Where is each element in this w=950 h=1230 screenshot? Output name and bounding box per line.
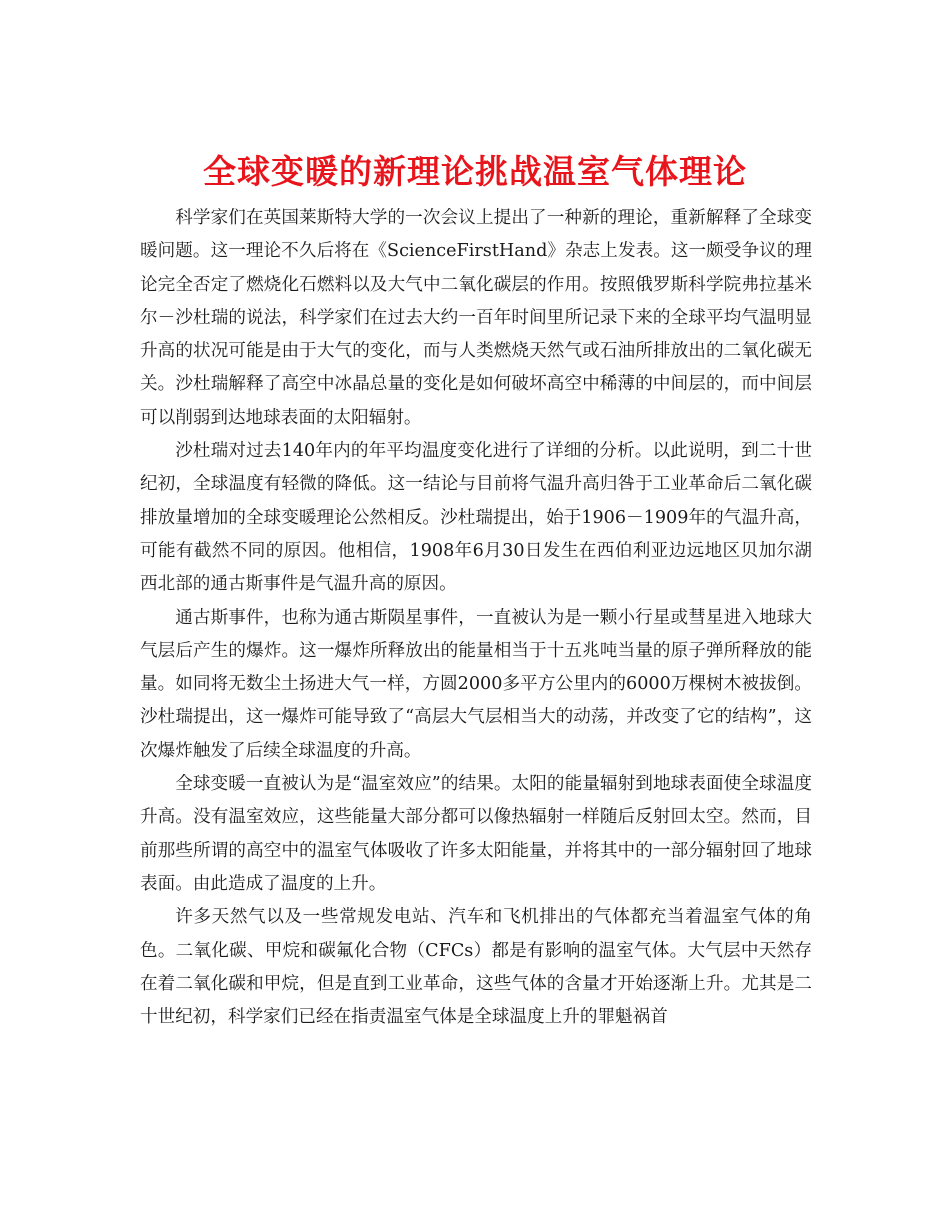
paragraph-2: 沙杜瑞对过去140年内的年平均温度变化进行了详细的分析。以此说明，到二十世纪初，全球温度有轻微的降低。这一结论与目前将气温升高归咎于工业革命后二氧化碳排放量增加的全球变暖理论公然相反。沙杜瑞提出，始于1906－1909年的气温升高，可能有截然不同的原因。他相信，1908年6月30日发生在西伯利亚边远地区贝加尔湖西北部的通古斯事件是气温升高的原因。 — [140, 441, 812, 595]
paragraph-3: 通古斯事件，也称为通古斯陨星事件，一直被认为是一颗小行星或彗星进入地球大气层后产生的爆炸。这一爆炸所释放出的能量相当于十五兆吨当量的原子弹所释放的能量。如同将无数尘土扬进大气一样，方圆2000多平方公里内的6000万棵树木被拔倒。沙杜瑞提出，这一爆炸可能导致了“高层大气层相当大的动荡，并改变了它的结构”，这次爆炸触发了后续全球温度的升高。 — [140, 607, 812, 761]
paragraph-5: 许多天然气以及一些常规发电站、汽车和飞机排出的气体都充当着温室气体的角色。二氧化碳、甲烷和碳氟化合物（CFCs）都是有影响的温室气体。大气层中天然存在着二氧化碳和甲烷，但是直到工业革命，这些气体的含量才开始逐渐上升。尤其是二十世纪初，科学家们已经在指责温室气体是全球温度上升的罪魁祸首 — [140, 907, 812, 1028]
paragraph-1: 科学家们在英国莱斯特大学的一次会议上提出了一种新的理论，重新解释了全球变暖问题。这一理论不久后将在《ScienceFirstHand》杂志上发表。这一颇受争议的理论完全否定了燃烧化石燃料以及大气中二氧化碳层的作用。按照俄罗斯科学院弗拉基米尔－沙杜瑞的说法，科学家们在过去大约一百年时间里所记录下来的全球平均气温明显升高的状况可能是由于大气的变化，而与人类燃烧天然气或石油所排放出的二氧化碳无关。沙杜瑞解释了高空中冰晶总量的变化是如何破坏高空中稀薄的中间层的，而中间层可以削弱到达地球表面的太阳辐射。 — [140, 208, 812, 428]
document-body — [140, 202, 812, 1034]
document-title: 全球变暖的新理论挑战温室气体理论 — [203, 152, 747, 192]
paragraph-4: 全球变暖一直被认为是“温室效应”的结果。太阳的能量辐射到地球表面使全球温度升高。没有温室效应，这些能量大部分都可以像热辐射一样随后反射回太空。然而，目前那些所谓的高空中的温室气体吸收了许多太阳能量，并将其中的一部分辐射回了地球表面。由此造成了温度的上升。 — [140, 774, 812, 894]
